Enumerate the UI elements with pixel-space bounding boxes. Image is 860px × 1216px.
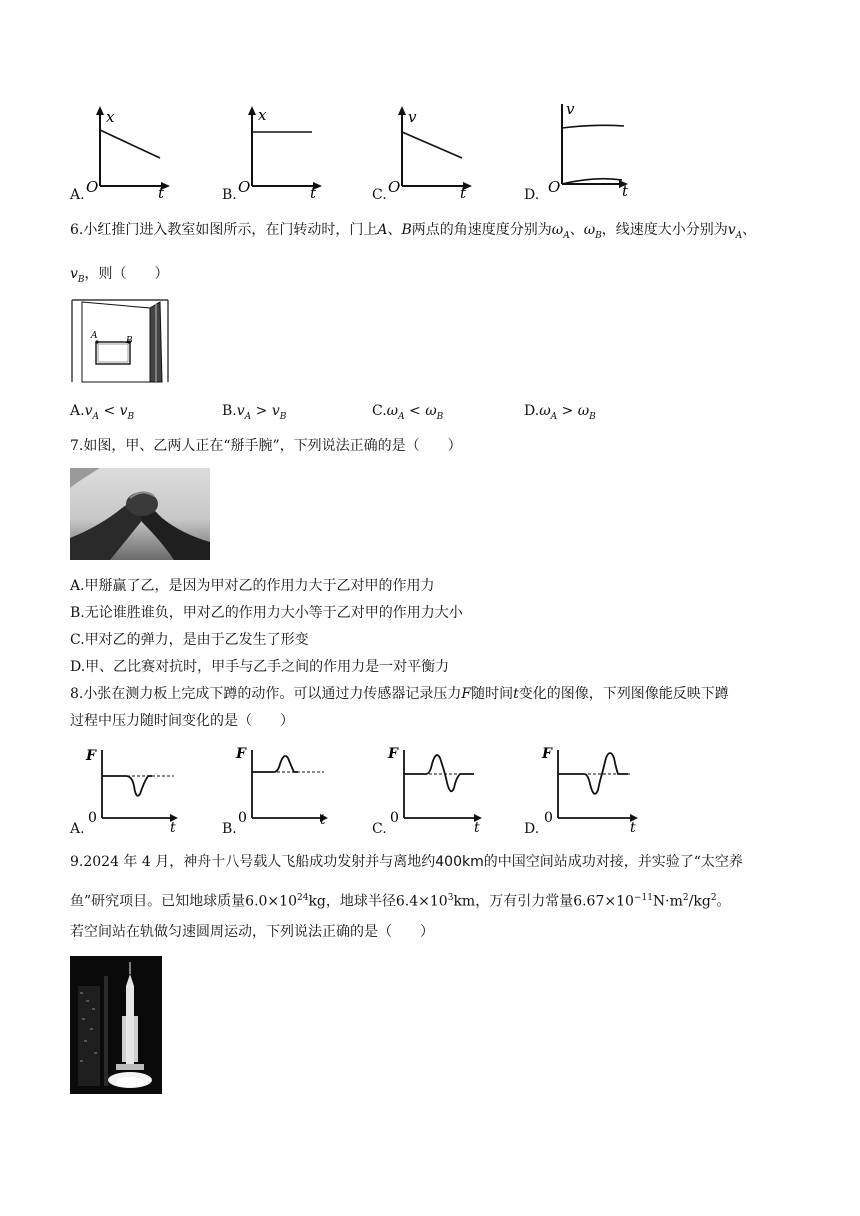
q8-graph-d bbox=[538, 742, 642, 836]
q8-a-origin: 0 bbox=[88, 810, 97, 826]
q5-d-origin: O bbox=[548, 178, 561, 196]
q8-d-xlabel: t bbox=[630, 820, 636, 836]
q8-b-xlabel: t bbox=[320, 812, 326, 828]
q9-rocket-launch-photo bbox=[70, 956, 162, 1094]
q6-option-a[interactable]: $A.v_A < v_B$ bbox=[70, 403, 135, 422]
q7-option-b[interactable]: B.无论谁胜谁负，甲对乙的作用力大小等于乙对甲的作用力大小 bbox=[70, 605, 463, 621]
q8-d-origin: 0 bbox=[544, 810, 553, 826]
q8-d-ylabel: F bbox=[542, 746, 552, 762]
q5-c-xlabel: t bbox=[460, 184, 467, 202]
q8-option-b-letter: B. bbox=[222, 821, 237, 837]
q5-graph-b bbox=[236, 100, 326, 200]
q6-stem-line2: $v_B$，则（ ） bbox=[70, 266, 169, 285]
q6-door-figure bbox=[70, 298, 170, 382]
q5-b-ylabel: x bbox=[258, 106, 267, 124]
q5-a-xlabel: t bbox=[158, 184, 165, 202]
q5-graph-d bbox=[540, 98, 640, 202]
q6-option-c[interactable]: $C.\omega_A < \omega_B$ bbox=[372, 403, 444, 422]
q5-option-b-letter: B. bbox=[222, 187, 237, 203]
q8-stem-line2: 过程中压力随时间变化的是（ ） bbox=[70, 713, 294, 729]
q6-door-handle bbox=[96, 342, 130, 364]
q5-a-origin: O bbox=[86, 178, 99, 196]
q6-fig-label-a: A bbox=[91, 331, 98, 341]
q8-graph-c bbox=[384, 742, 484, 836]
q5-graph-a bbox=[84, 100, 174, 200]
q7-option-d[interactable]: D.甲、乙比赛对抗时，甲手与乙手之间的作用力是一对平衡力 bbox=[70, 659, 450, 675]
q8-option-c-letter: C. bbox=[372, 821, 387, 837]
q5-a-curve bbox=[100, 130, 160, 158]
q8-option-a-letter: A. bbox=[70, 821, 85, 837]
q8-a-ylabel: F bbox=[86, 748, 96, 764]
q8-stem-line1: 8.小张在测力板上完成下蹲的动作。可以通过力传感器记录压力F随时间t变化的图像，下列图像能反映下蹲 bbox=[70, 686, 729, 702]
q5-b-xlabel: t bbox=[310, 184, 317, 202]
q5-b-origin: O bbox=[238, 178, 251, 196]
q7-arm-wrestling-photo bbox=[70, 468, 210, 560]
q8-a-xlabel: t bbox=[170, 820, 176, 836]
q5-d-ylabel: v bbox=[566, 100, 575, 118]
q8-option-d-letter: D. bbox=[524, 821, 540, 837]
q5-c-ylabel: v bbox=[408, 108, 417, 126]
q8-c-ylabel: F bbox=[388, 746, 398, 762]
q5-c-curve bbox=[402, 132, 462, 158]
q8-c-curve bbox=[404, 755, 474, 791]
q7-stem: 7.如图，甲、乙两人正在“掰手腕”，下列说法正确的是（ ） bbox=[70, 438, 462, 454]
q6-fig-label-b: B bbox=[126, 336, 133, 346]
q9-stem-line1: 9.2024 年 4 月，神舟十八号载人飞船成功发射并与离地约400km的中国空间站成功对接，并实验了“太空养 bbox=[70, 854, 743, 870]
q8-c-xlabel: t bbox=[474, 820, 480, 836]
q7-option-c[interactable]: C.甲对乙的弹力，是由于乙发生了形变 bbox=[70, 632, 309, 648]
q5-option-c-letter: C. bbox=[372, 187, 387, 203]
q9-stem-line2: 鱼”研究项目。已知地球质量$6.0\times 10^{24}kg$，地球半径$6.4\times 10^3km$，万有引力常量$6.67\times 10^{-11}N\cdot m^2/kg^2$。 bbox=[70, 893, 731, 910]
q8-b-origin: 0 bbox=[238, 810, 247, 826]
q8-d-curve bbox=[558, 753, 628, 794]
q5-a-ylabel: x bbox=[106, 108, 115, 126]
q7-option-a[interactable]: A.甲掰赢了乙，是因为甲对乙的作用力大于乙对甲的作用力 bbox=[70, 578, 435, 594]
q6-stem-line1: 6.小红推门进入教室如图所示，在门转动时，门上A、B两点的角速度度分别为$\omega_A$、$\omega_B$，线速度大小分别为$v_A$、 bbox=[70, 222, 757, 241]
q8-b-ylabel: F bbox=[236, 746, 246, 762]
q9-stem-line3: 若空间站在轨做匀速圆周运动，下列说法正确的是（ ） bbox=[70, 924, 434, 940]
q8-b-curve bbox=[252, 756, 298, 772]
q5-d-curve bbox=[562, 125, 624, 128]
q5-d-xlabel: t bbox=[622, 182, 629, 200]
q6-option-b[interactable]: $B.v_A > v_B$ bbox=[222, 403, 287, 422]
q8-graph-a bbox=[84, 742, 180, 836]
q8-c-origin: 0 bbox=[390, 810, 399, 826]
q8-a-curve bbox=[102, 776, 152, 796]
q5-c-origin: O bbox=[388, 178, 401, 196]
q5-option-d-letter: D. bbox=[524, 187, 540, 203]
q6-option-d[interactable]: $D.\omega_A > \omega_B$ bbox=[524, 403, 596, 422]
q5-graph-c bbox=[386, 100, 476, 200]
q8-graph-b bbox=[234, 742, 330, 836]
q5-option-a-letter: A. bbox=[70, 187, 85, 203]
